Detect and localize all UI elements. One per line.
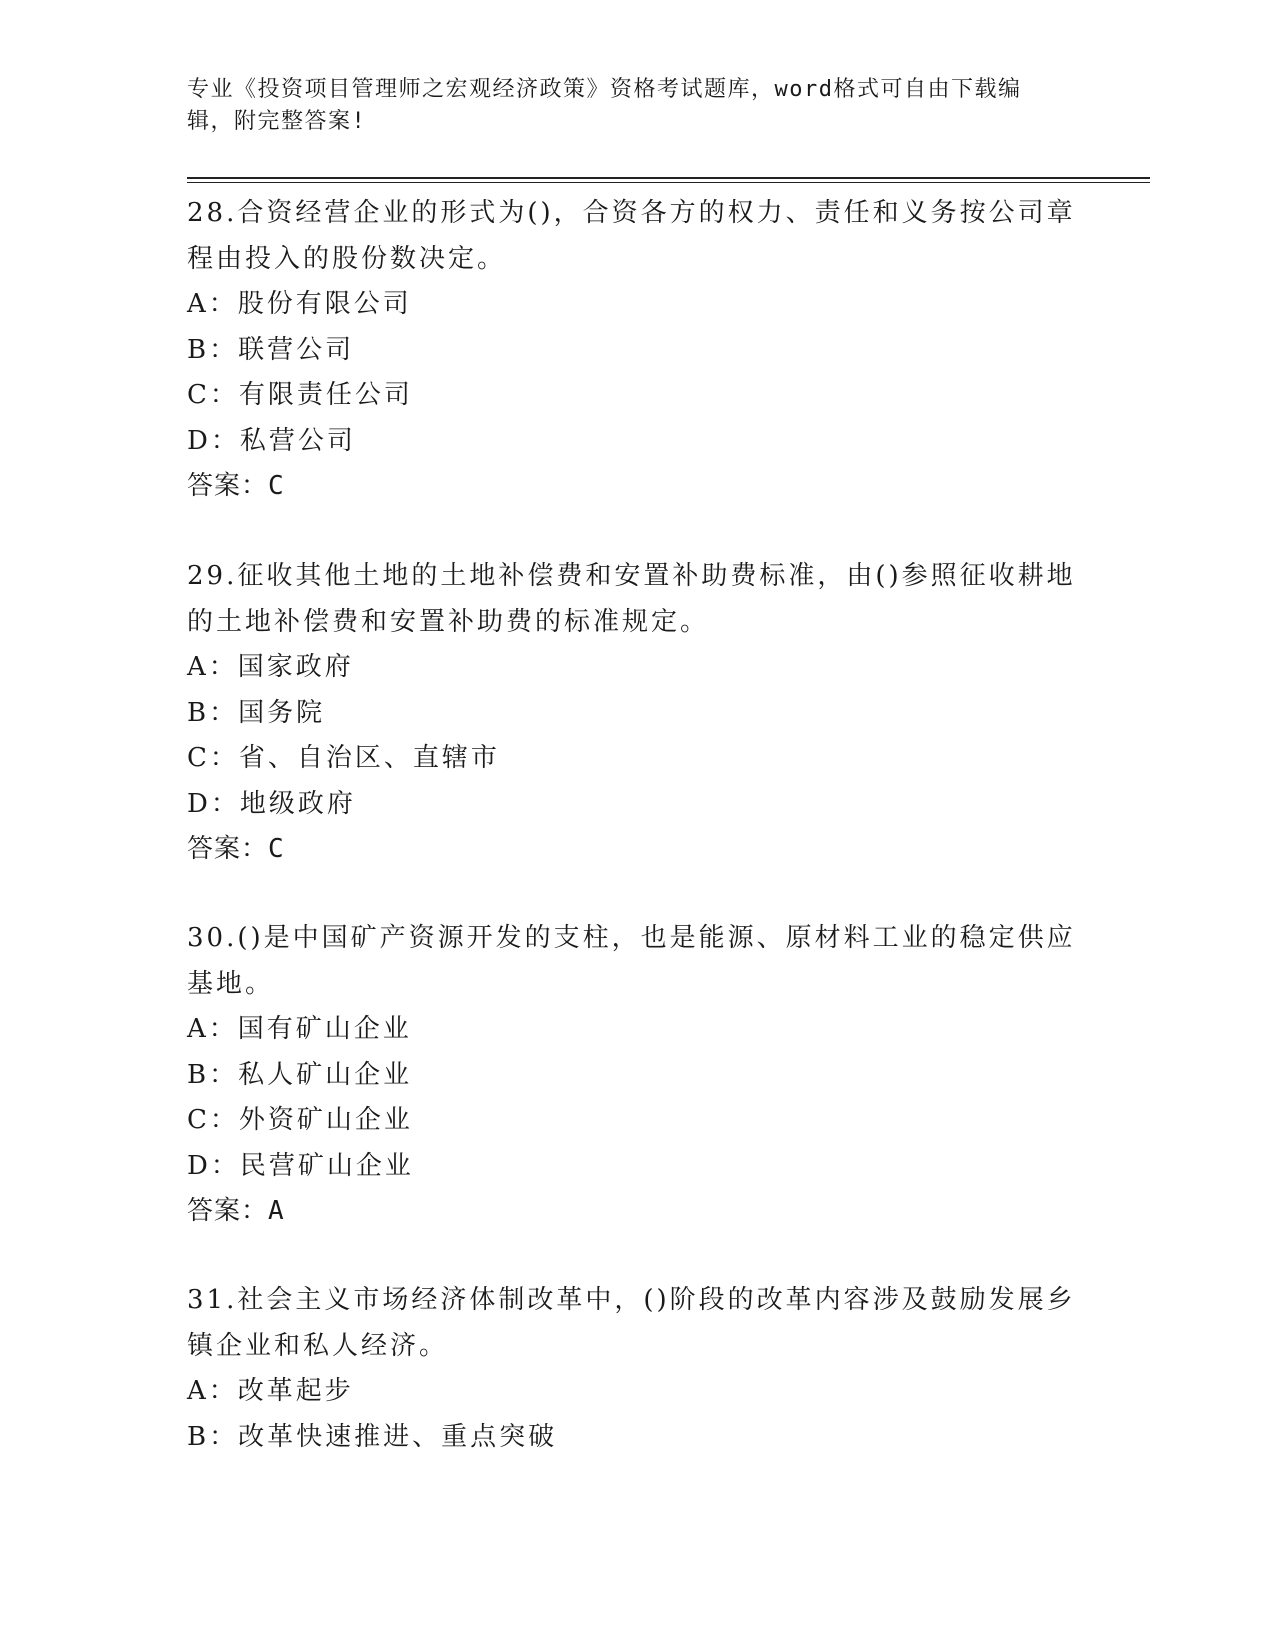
answer-value: C bbox=[268, 834, 285, 864]
option-a: A：国有矿山企业 bbox=[187, 1014, 412, 1044]
question-stem: 29.征收其他土地的土地补偿费和安置补助费标准，由()参照征收耕地的土地补偿费和安置补助费的标准规定。 bbox=[187, 561, 1076, 637]
option-d: D：私营公司 bbox=[187, 425, 356, 456]
answer-line bbox=[187, 827, 1087, 872]
answer-label: 答案： bbox=[187, 834, 269, 864]
question-31 bbox=[187, 1277, 1087, 1460]
header-divider-thin bbox=[187, 182, 1150, 183]
question-29 bbox=[187, 553, 1087, 872]
option-c: C：有限责任公司 bbox=[187, 380, 413, 410]
answer-label: 答案： bbox=[187, 1196, 269, 1226]
answer-line bbox=[187, 464, 1087, 509]
question-stem: 31.社会主义市场经济体制改革中，()阶段的改革内容涉及鼓励发展乡镇企业和私人经济。 bbox=[187, 1285, 1076, 1361]
answer-line bbox=[187, 1189, 1087, 1234]
option-c: C：省、自治区、直辖市 bbox=[187, 743, 500, 773]
option-b: B：私人矿山企业 bbox=[187, 1059, 413, 1090]
answer-label: 答案： bbox=[187, 471, 269, 501]
option-a: A：改革起步 bbox=[187, 1376, 354, 1406]
option-a: A：股份有限公司 bbox=[187, 289, 412, 319]
option-b: B：联营公司 bbox=[187, 334, 355, 365]
answer-value: C bbox=[268, 471, 285, 501]
question-stem: 30.()是中国矿产资源开发的支柱，也是能源、原材料工业的稳定供应基地。 bbox=[187, 923, 1076, 999]
option-b: B：改革快速推进、重点突破 bbox=[187, 1421, 558, 1452]
header-divider-thick bbox=[187, 177, 1150, 179]
answer-value: A bbox=[268, 1196, 285, 1226]
question-stem: 28.合资经营企业的形式为()，合资各方的权力、责任和义务按公司章程由投入的股份数决定。 bbox=[187, 198, 1076, 274]
option-b: B：国务院 bbox=[187, 697, 326, 728]
option-d: D：民营矿山企业 bbox=[187, 1150, 414, 1181]
option-c: C：外资矿山企业 bbox=[187, 1105, 413, 1135]
question-28 bbox=[187, 190, 1087, 509]
question-30 bbox=[187, 915, 1087, 1234]
document-header: 专业《投资项目管理师之宏观经济政策》资格考试题库，word格式可自由下载编辑，附完整答案! bbox=[187, 77, 1022, 134]
option-a: A：国家政府 bbox=[187, 652, 354, 682]
option-d: D：地级政府 bbox=[187, 788, 356, 819]
